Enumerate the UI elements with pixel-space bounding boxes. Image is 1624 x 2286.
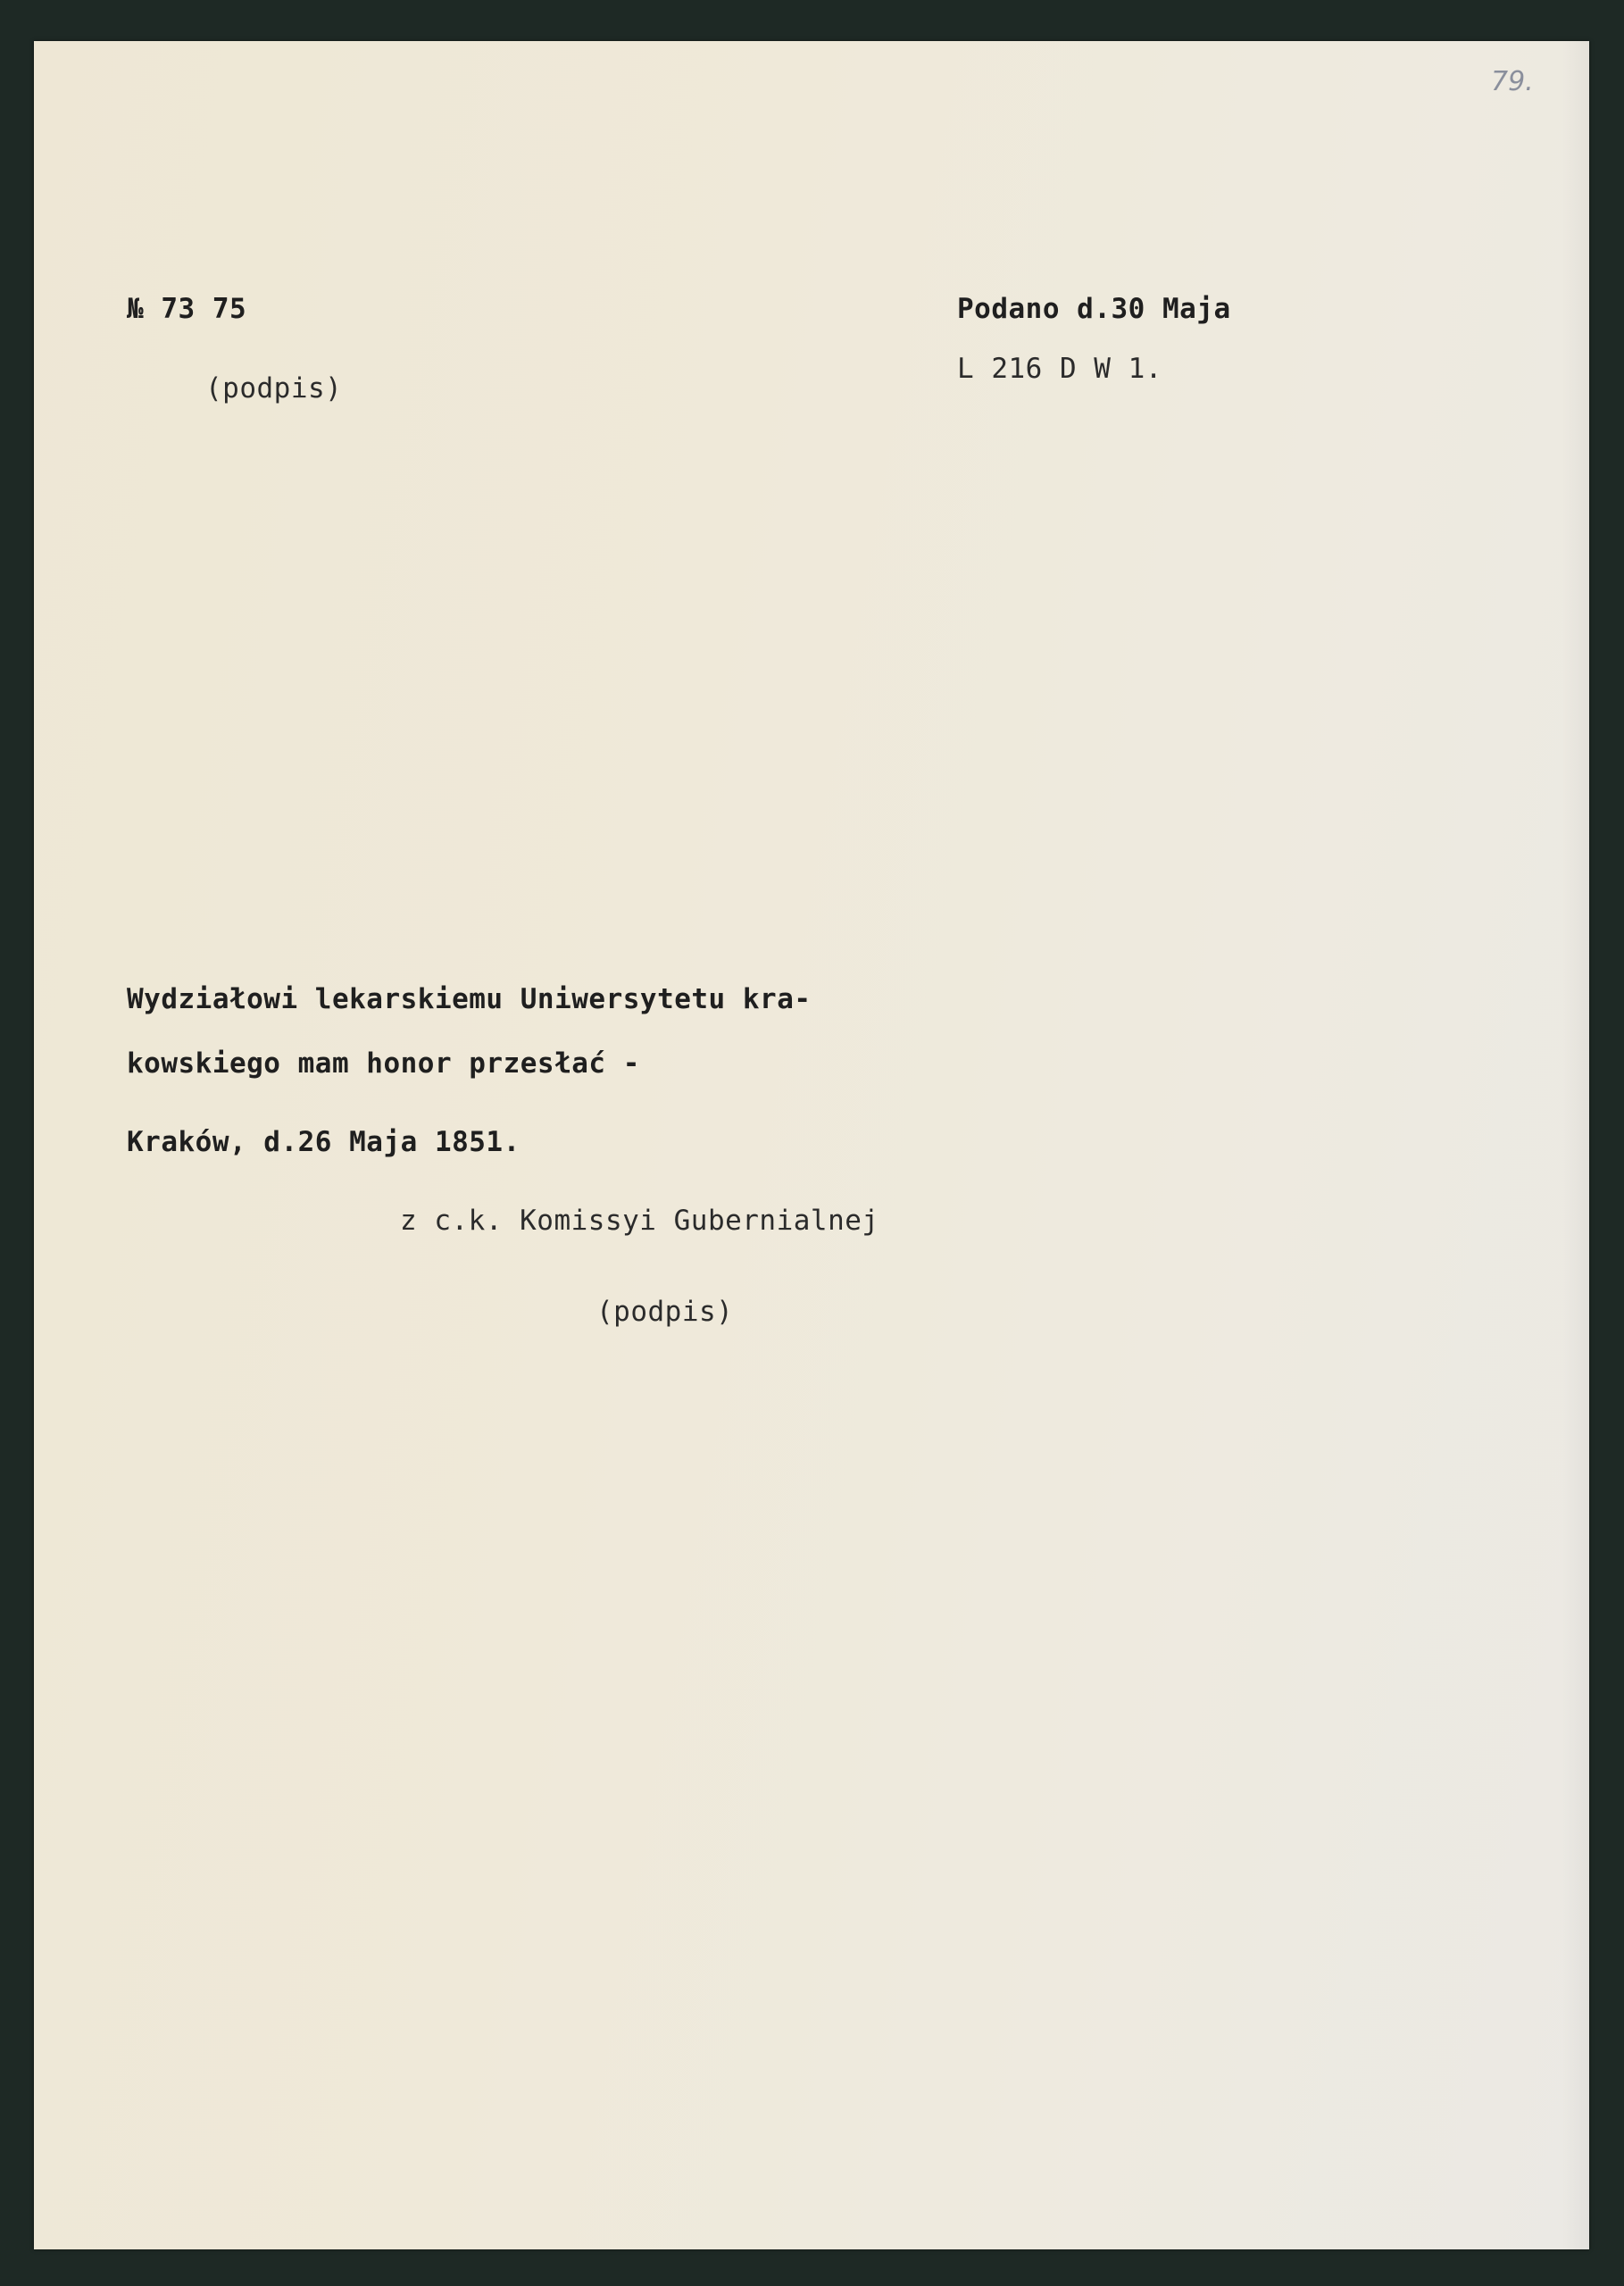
document-number: № 73 75 <box>127 293 247 325</box>
closing-signature: (podpis) <box>596 1296 734 1328</box>
submitted-date: Podano d.30 Maja <box>957 293 1231 325</box>
document-page <box>34 41 1589 2249</box>
header-signature: (podpis) <box>205 372 343 405</box>
place-date: Kraków, d.26 Maja 1851. <box>127 1126 521 1158</box>
sender-line: z c.k. Komissyi Gubernialnej <box>400 1205 879 1237</box>
body-line-2: kowskiego mam honor przesłać - <box>127 1047 640 1080</box>
page-number: 79. <box>1491 66 1534 97</box>
reference-code: L 216 D W 1. <box>957 353 1162 385</box>
body-line-1: Wydziałowi lekarskiemu Uniwersytetu kra- <box>127 983 812 1015</box>
